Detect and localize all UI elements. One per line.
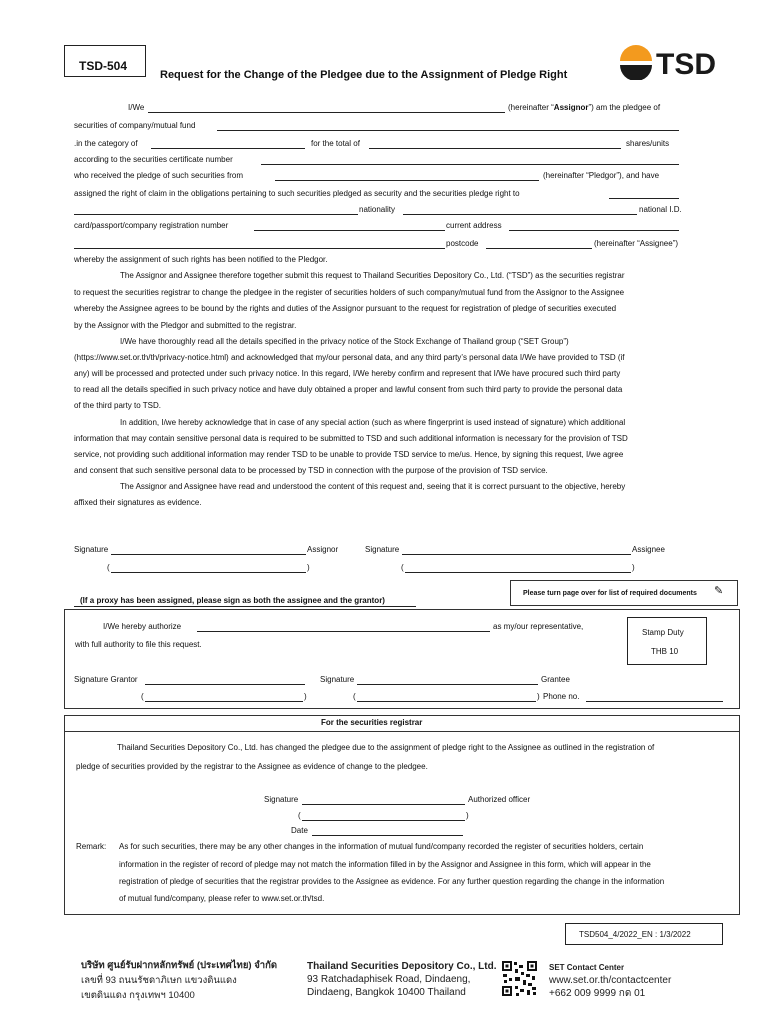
assignor-label: Assignor — [307, 545, 339, 554]
signature-grantor-label: Signature Grantor — [74, 675, 138, 684]
paren-close: ) — [304, 692, 307, 701]
p1-line: to request the securities registrar to change the pledgee in the register of securities holders of such company/mutual fund from the Assignor to the Assignee — [74, 288, 625, 297]
pledgor-field[interactable] — [275, 180, 539, 181]
grantee-printed-name-field[interactable] — [357, 701, 536, 702]
paren-open: ( — [353, 692, 356, 701]
p2-line: any) will be processed and protected under such privacy notice. In this regard, I/We hereby confirm and represent that I/We have procured such third party — [74, 369, 621, 378]
nationality-label: nationality — [359, 205, 396, 214]
date-field[interactable] — [312, 835, 463, 836]
tsd-logo-icon — [618, 44, 722, 80]
form-id: TSD-504 — [79, 59, 128, 73]
p3-line: and consent that such sensitive personal data to be processed by TSD in connection with the purpose of the provision of TSD service. — [74, 466, 548, 475]
total-field[interactable] — [369, 148, 621, 149]
pledge-from-label: who received the pledge of such securities from — [74, 171, 243, 180]
securities-label: securities of company/mutual fund — [74, 121, 196, 130]
version-text: TSD504_4/2022_EN : 1/3/2022 — [579, 930, 691, 939]
footer-thai-address — [81, 958, 277, 1003]
shares-label: shares/units — [626, 139, 670, 148]
p4-line: affixed their signatures as evidence. — [74, 498, 202, 507]
phone-label: Phone no. — [543, 692, 580, 701]
p1-line: The Assignor and Assignee therefore together submit this request to Thailand Securities Depository Co., Ltd. (“TSD”) as the securities registrar — [120, 271, 625, 280]
paren-close: ) — [466, 811, 469, 820]
contact-phone: +662 009 9999 กด 01 — [549, 988, 646, 999]
notified-text: whereby the assignment of such rights has been notified to the Pledgor. — [74, 255, 328, 264]
p1-line: by the Assignor with the Pledgor and submitted to the registrar. — [74, 321, 297, 330]
tsd-logo — [618, 44, 722, 80]
postcode-label: postcode — [446, 239, 479, 248]
p2-line: of the third party to TSD. — [74, 401, 162, 410]
registrar-text: Thailand Securities Depository Co., Ltd. has changed the pledgee due to the assignment of pledge right to the Assignee as outlined in the registration of — [117, 743, 655, 752]
p2-line: I/We have thoroughly read all the details specified in the privacy notice of the Stock Exchange of Thailand group (“SET Group”) — [120, 337, 569, 346]
p4-line: The Assignor and Assignee have read and understood the content of this request and, seeing that it is correct pursuant to the objective, hereby — [120, 482, 626, 491]
remark-line: As for such securities, there may be any other changes in the information of mutual fund/company recorded the register of securities holders, certain — [119, 842, 644, 851]
version-box — [565, 923, 723, 945]
grantor-signature-field[interactable] — [145, 684, 305, 685]
assignee-signature-label: Signature — [365, 545, 400, 554]
remark-line: registration of pledge of securities that the registrar provides to the Assignee as evidence. For any further question regarding the change in the information — [119, 877, 665, 886]
paren-close: ) — [632, 563, 635, 572]
footer-en-line: Dindaeng, Bangkok 10400 Thailand — [307, 987, 466, 998]
proxy-note-underline — [74, 606, 416, 607]
qr-code-icon — [501, 960, 538, 997]
assignor-bold: Assignor — [553, 103, 589, 112]
assignee-printed-name-field[interactable] — [405, 572, 631, 573]
grantee-signature-label: Signature — [320, 675, 355, 684]
grantee-label: Grantee — [541, 675, 570, 684]
assignor-signature-label: Signature — [74, 545, 109, 554]
assignee-name-field-b[interactable] — [74, 214, 358, 215]
full-authority-label: with full authority to file this request. — [75, 640, 202, 649]
contact-url[interactable]: www.set.or.th/contactcenter — [549, 975, 672, 986]
p3-line: information that may contain sensitive personal data is required to be submitted to TSD and such additional information is necessary for the provision of TSD — [74, 434, 628, 443]
officer-name-field[interactable] — [302, 820, 465, 821]
phone-field[interactable] — [586, 701, 723, 702]
authorized-officer-label: Authorized officer — [468, 795, 531, 804]
stamp-duty-box — [627, 617, 707, 665]
registrar-text: pledge of securities provided by the registrar to the Assignee as evidence of change to the pledgee. — [76, 762, 428, 771]
company-field[interactable] — [217, 130, 679, 131]
authorize-label: I/We hereby authorize — [103, 622, 182, 631]
footer-thai-line: เลขที่ 93 ถนนรัชดาภิเษก แขวงดินแดง — [81, 975, 237, 986]
footer-contact — [549, 961, 671, 1000]
proxy-note: (If a proxy has been assigned, please sign as both the assignee and the grantor) — [80, 596, 385, 605]
national-id-label: national I.D. — [639, 205, 682, 214]
remark-line: information in the register of record of pledge may not match the information filled in by the Assignor and Assignee in this form, which will appear in the — [119, 860, 651, 869]
contact-title: SET Contact Center — [549, 963, 625, 972]
paren-open: ( — [401, 563, 404, 572]
paren-open: ( — [107, 563, 110, 572]
registration-number-label: card/passport/company registration number — [74, 221, 229, 230]
assignee-clause: (hereinafter “Assignee”) — [594, 239, 679, 248]
assignee-signature-field[interactable] — [402, 554, 631, 555]
p3-line: In addition, I/we hereby acknowledge that in case of any special action (such as where fingerprint is used instead of signature) which additional — [120, 418, 626, 427]
logo-text: TSD — [656, 48, 716, 80]
representative-field[interactable] — [197, 631, 490, 632]
p2-line: to read all the details specified in such privacy notice and have duly obtained a proper and lawful consent from such third party to provide the personal data — [74, 385, 623, 394]
paren-close: ) — [537, 692, 540, 701]
grantee-signature-field[interactable] — [357, 684, 538, 685]
turn-page-box — [510, 580, 738, 606]
certificate-field[interactable] — [261, 164, 679, 165]
assignee-name-field-a[interactable] — [609, 198, 679, 199]
certificate-label: according to the securities certificate number — [74, 155, 233, 164]
date-label: Date — [291, 826, 308, 835]
grantor-printed-name-field[interactable] — [145, 701, 303, 702]
address-field-2[interactable] — [74, 248, 445, 249]
footer-thai-company: บริษัท ศูนย์รับฝากหลักทรัพย์ (ประเทศไทย) จำกัด — [81, 960, 278, 971]
registration-number-field[interactable] — [254, 230, 445, 231]
footer-thai-line: เขตดินแดง กรุงเทพฯ 10400 — [81, 990, 195, 1001]
p3-line: service, not providing such additional information may render TSD to be unable to provide TSD service to me/us. Hence, by signing this request, I/we agree — [74, 450, 624, 459]
footer-en-address — [307, 960, 496, 999]
remark-line: of mutual fund/company, please refer to www.set.or.th/tsd. — [119, 894, 325, 903]
page-title: Request for the Change of the Pledgee due to the Assignment of Pledge Right — [160, 69, 568, 81]
postcode-field[interactable] — [486, 248, 592, 249]
category-label: .in the category of — [74, 139, 138, 148]
remark-label: Remark: — [76, 842, 107, 851]
registrar-heading: For the securities registrar — [321, 718, 423, 727]
assignee-label: Assignee — [632, 545, 665, 554]
address-field[interactable] — [509, 230, 679, 231]
pointing-hand-icon: ✎ — [714, 585, 724, 597]
registrar-divider — [64, 731, 740, 732]
footer-en-line: 93 Ratchadaphisek Road, Dindaeng, — [307, 974, 471, 985]
assignor-signature-field[interactable] — [111, 554, 306, 555]
officer-signature-label: Signature — [264, 795, 299, 804]
p2-line: (https://www.set.or.th/th/privacy-notice.html) and acknowledged that my/our personal data, and any third party’s personal data I/We have provided to TSD (if — [74, 353, 625, 362]
stamp-duty-label: Stamp Duty — [642, 628, 684, 637]
paren-open: ( — [298, 811, 301, 820]
current-address-label: current address — [446, 221, 502, 230]
nationality-field[interactable] — [403, 214, 637, 215]
assignor-printed-name-field[interactable] — [111, 572, 306, 573]
turn-page-note: Please turn page over for list of required documents — [523, 590, 697, 597]
category-field[interactable] — [151, 148, 305, 149]
stamp-amount: THB 10 — [651, 647, 679, 656]
footer-en-company: Thailand Securities Depository Co., Ltd. — [307, 961, 497, 972]
assignor-clause-a: (hereinafter “ — [508, 103, 554, 112]
officer-signature-field[interactable] — [302, 804, 465, 805]
assignor-clause — [508, 104, 660, 112]
form-id-box — [64, 45, 146, 77]
iwe-label: I/We — [128, 103, 145, 112]
representative-label: as my/our representative, — [493, 622, 584, 631]
assignor-clause-c: ”) am the pledgee of — [588, 103, 661, 112]
total-label: for the total of — [311, 139, 360, 148]
p1-line: whereby the Assignee agrees to be bound by the rights and duties of the Assignor pursuant to the request for registration of pledge of securities executed — [74, 304, 617, 313]
paren-open: ( — [141, 692, 144, 701]
pledgor-clause: (hereinafter “Pledgor”), and have — [543, 171, 660, 180]
paren-close: ) — [307, 563, 310, 572]
assignor-name-field[interactable] — [148, 112, 505, 113]
assigned-right-text: assigned the right of claim in the obligations pertaining to such securities pledged as security and the securities pledge right to — [74, 189, 520, 198]
